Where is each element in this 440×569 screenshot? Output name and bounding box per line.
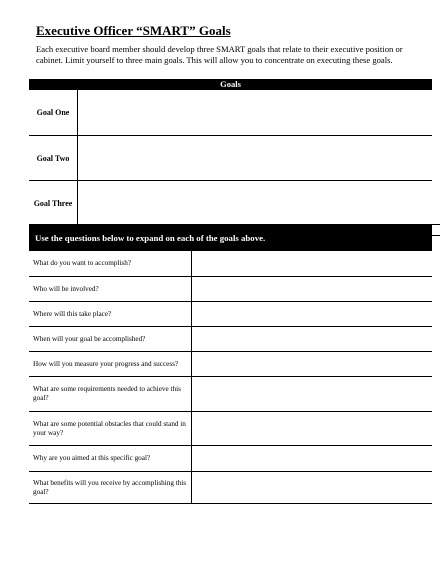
goal-row	[29, 90, 432, 135]
question-label: When will your goal be accomplished?	[33, 334, 146, 343]
table-row	[29, 472, 432, 504]
goal-label: Goal One	[29, 90, 78, 135]
answer-field[interactable]	[191, 251, 432, 276]
goals-table-header: Goals	[29, 79, 432, 90]
goal-three-field[interactable]	[78, 181, 432, 226]
goal-label: Goal Three	[29, 181, 78, 226]
question-label: How will you measure your progress and success?	[33, 359, 179, 368]
answer-field[interactable]	[191, 277, 432, 301]
answer-field[interactable]	[191, 412, 432, 445]
table-row	[29, 446, 432, 472]
table-row	[29, 377, 432, 412]
question-label: What are some potential obstacles that could stand in your way?	[33, 419, 186, 437]
answer-field[interactable]	[191, 377, 432, 411]
question-label: Where will this take place?	[33, 309, 112, 318]
question-label: What benefits will you receive by accomplishing this goal?	[33, 478, 187, 496]
question-label: Why are you aimed at this specific goal?	[33, 454, 151, 462]
table-row	[29, 251, 432, 277]
answer-field[interactable]	[191, 446, 432, 471]
intro-paragraph: Each executive board member should develop three SMART goals that relate to their executive position or cabinet. Limit yourself to three main goals. This will allow you to concentrate on executing these goals.	[36, 44, 403, 65]
answer-field[interactable]	[191, 327, 432, 351]
document-title: Executive Officer “SMART” Goals	[36, 23, 231, 38]
question-label: What are some requirements needed to achieve this goal?	[33, 385, 181, 402]
table-row	[29, 352, 432, 377]
goal-row	[29, 135, 432, 181]
answer-field[interactable]	[191, 472, 432, 503]
goal-label: Goal Two	[29, 136, 78, 181]
goal-row	[29, 180, 432, 226]
table-row	[29, 327, 432, 352]
question-label: Who will be involved?	[33, 284, 99, 293]
answer-field[interactable]	[191, 352, 432, 376]
answer-field[interactable]	[191, 302, 432, 326]
goal-one-field[interactable]	[78, 90, 432, 135]
questions-table	[29, 251, 432, 504]
goals-table	[29, 79, 432, 225]
question-label: What do you want to accomplish?	[33, 259, 132, 267]
table-row	[29, 302, 432, 327]
table-row	[29, 277, 432, 302]
goal-two-field[interactable]	[78, 136, 432, 181]
table-row	[29, 412, 432, 446]
questions-table-header: Use the questions below to expand on each of the goals above.	[29, 225, 432, 251]
